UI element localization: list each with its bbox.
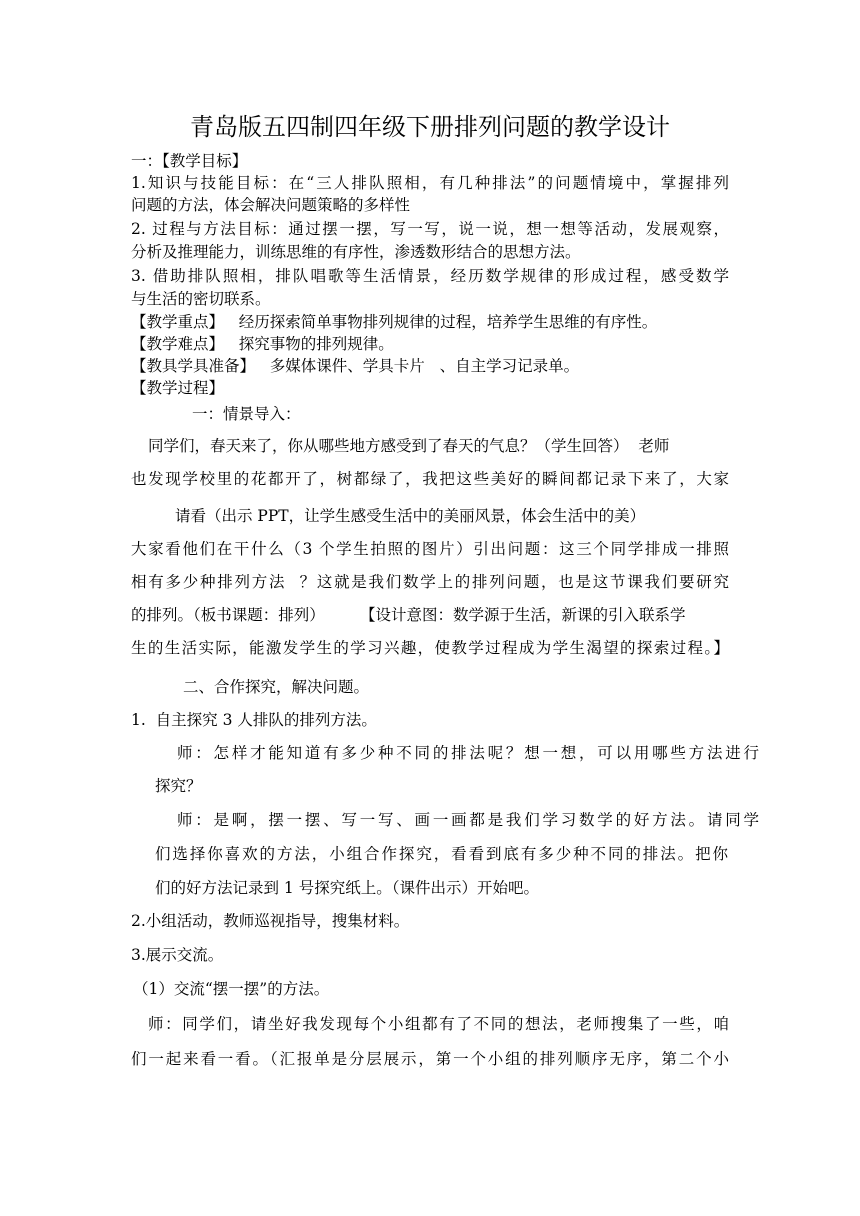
paragraph-line: 大家看他们在干什么（3 个学生拍照的图片）引出问题：这三个同学排成一排照	[131, 540, 729, 558]
paragraph-line: 请看（出示 PPT，让学生感受生活中的美丽风景，体会生活中的美）	[175, 507, 646, 525]
paragraph-line: 师：是啊，摆一摆、写一写、画一画都是我们学习数学的好方法。请同学	[177, 811, 759, 829]
paragraph-line: 也发现学校里的花都开了，树都绿了，我把这些美好的瞬间都记录下来了，大家	[131, 470, 729, 488]
paragraph-line: 分析及推理能力，训练思维的有序性，渗透数形结合的思想方法。	[131, 243, 581, 261]
paragraph-line: 相有多少种排列方法 ？这就是我们数学上的排列问题，也是这节课我们要研究	[131, 573, 729, 591]
paragraph-line: 问题的方法，体会解决问题策略的多样性	[131, 196, 411, 214]
paragraph-line: 师：怎样才能知道有多少种不同的排法呢？想一想，可以用哪些方法进行	[177, 744, 759, 762]
paragraph-line: 同学们，春天来了，你从哪些地方感受到了春天的气息？（学生回答） 老师	[148, 437, 670, 455]
numbered-item: 3.展示交流。	[131, 946, 224, 964]
numbered-item: 1. 自主探究 3 人排队的排列方法。	[131, 711, 377, 729]
sub-item: （1）交流“摆一摆”的方法。	[133, 980, 330, 998]
paragraph-line: 们的好方法记录到 1 号探究纸上。（课件出示）开始吧。	[155, 879, 539, 897]
design-intent-note: 【设计意图：数学源于生活，新课的引入联系学	[360, 606, 686, 624]
teaching-difficulty: 【教学难点】 探究事物的排列规律。	[131, 335, 394, 353]
numbered-item: 2.小组活动，教师巡视指导，搜集材料。	[131, 912, 410, 930]
teaching-key-point: 【教学重点】 经历探索简单事物排列规律的过程，培养学生思维的有序性。	[131, 313, 658, 331]
paragraph-line: 1.知识与技能目标：在“三人排队照相，有几种排法”的问题情境中，掌握排列	[131, 174, 729, 192]
paragraph-line: 的排列。（板书课题：排列）	[131, 606, 325, 624]
paragraph-line: 们选择你喜欢的方法，小组合作探究，看看到底有多少种不同的排法。把你	[155, 845, 728, 863]
paragraph-line: 探究？	[155, 777, 202, 795]
paragraph-line: 师：同学们，请坐好我发现每个小组都有了不同的想法，老师搜集了一些，咱	[148, 1015, 729, 1033]
subsection-heading: 二、合作探究，解决问题。	[183, 678, 370, 696]
document-title: 青岛版五四制四年级下册排列问题的教学设计	[190, 113, 670, 141]
paragraph-line: 2. 过程与方法目标：通过摆一摆，写一写，说一说，想一想等活动，发展观察，	[131, 220, 729, 238]
section-process-heading: 【教学过程】	[131, 379, 225, 397]
paragraph-line: 生的生活实际，能激发学生的学习兴趣，使教学过程成为学生渴望的探索过程。】	[131, 639, 729, 657]
paragraph-line: 与生活的密切联系。	[131, 290, 271, 308]
subsection-heading: 一：情景导入：	[192, 405, 301, 423]
section-objectives-heading: 一：【教学目标】	[131, 152, 248, 170]
paragraph-line: 们一起来看一看。（汇报单是分层展示，第一个小组的排列顺序无序，第二个小	[131, 1050, 729, 1068]
paragraph-line: 3. 借助排队照相，排队唱歌等生活情景，经历数学规律的形成过程，感受数学	[131, 267, 729, 285]
teaching-materials: 【教具学具准备】 多媒体课件、学具卡片 、自主学习记录单。	[131, 357, 580, 375]
